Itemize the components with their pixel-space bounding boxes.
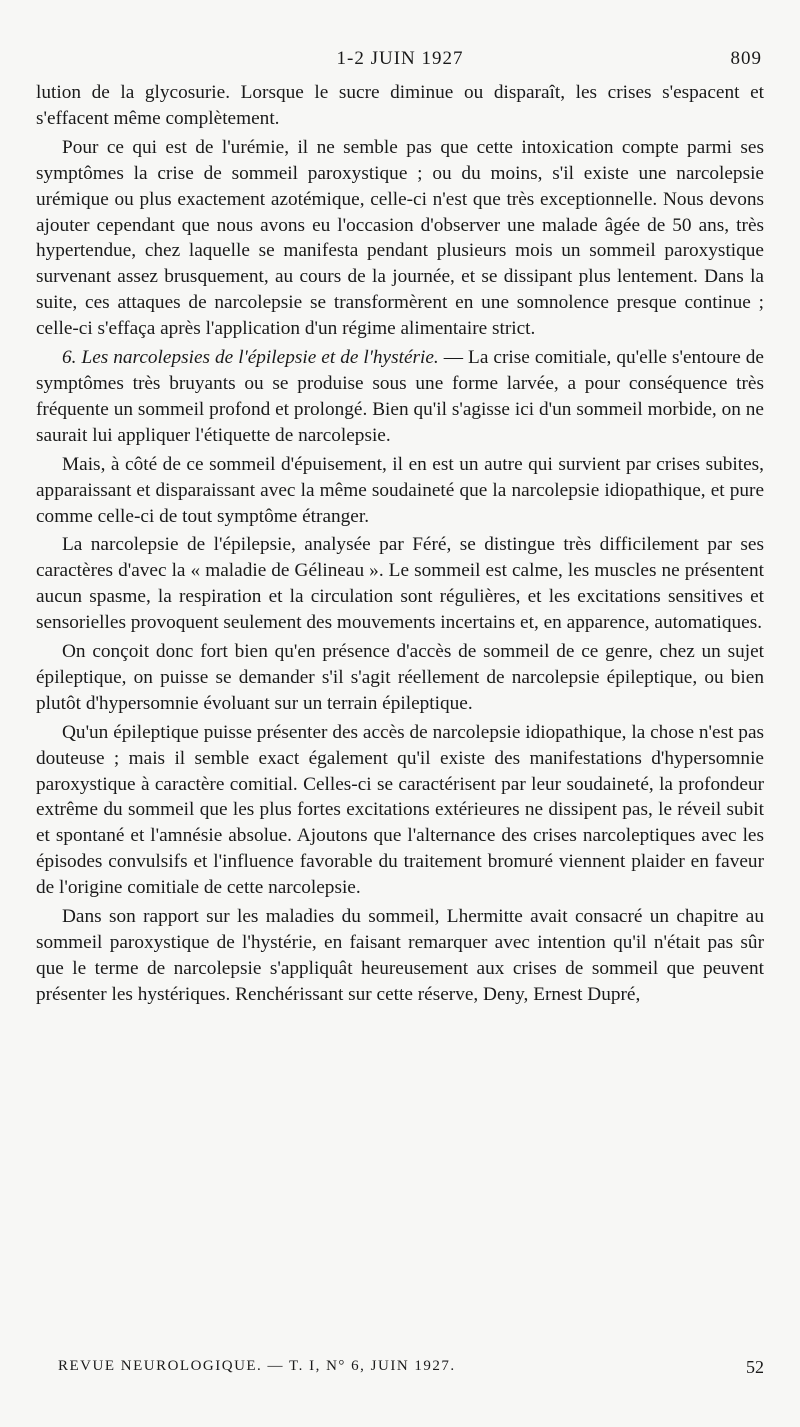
paragraph-3 [36, 345, 764, 449]
paragraph-4: Mais, à côté de ce sommeil d'épuisement, il en est un autre qui survient par crises subites, apparaissant et disparaissant avec la même soudaineté que la narcolepsie idiopathique, et pure comme celle-ci de tout symptôme étranger. [36, 453, 764, 527]
page-footer [58, 1358, 764, 1382]
header-date: 1-2 JUIN 1927 [336, 48, 464, 69]
section-heading: 6. Les narcolepsies de l'épilepsie et de l'hystérie. [62, 347, 439, 369]
running-header [36, 48, 764, 74]
signature-mark: 52 [746, 1357, 764, 1377]
page-number: 809 [730, 48, 762, 69]
journal-citation: REVUE NEUROLOGIQUE. — T. I, N° 6, JUIN 1927. [58, 1358, 456, 1374]
paragraph-3-text: — La crise comitiale, qu'elle s'entoure de symptômes très bruyants ou se produise sous une forme larvée, a pour conséquence très fréquente un sommeil profond et prolongé. Bien qu'il s'agisse ici d'un sommeil morbide, on ne saurait lui appliquer l'étiquette de narcolepsie. [36, 347, 764, 446]
paragraph-6: On conçoit donc fort bien qu'en présence d'accès de sommeil de ce genre, chez un sujet épileptique, on puisse se demander s'il s'agit réellement de narcolepsie épileptique, ou bien plutôt d'hypersomnie évoluant sur un terrain épileptique. [36, 641, 764, 714]
paragraph-1: lution de la glycosurie. Lorsque le sucre diminue ou disparaît, les crises s'espacent et s'effacent même complètement. [36, 82, 764, 129]
paragraph-2: Pour ce qui est de l'urémie, il ne semble pas que cette intoxication compte parmi ses symptômes la crise de sommeil paroxystique ; ou du moins, s'il existe une narcolepsie urémique ou plus exactement azotémique, celle-ci n'est que très exceptionnelle. Nous devons ajouter cependant que nous avons eu l'occasion d'observer une malade âgée de 50 ans, très hypertendue, chez laquelle se manifesta pendant plusieurs mois un sommeil paroxystique survenant assez brusquement, au cours de la journée, et se dissipant plus lentement. Dans la suite, ces attaques de narcolepsie se transformèrent en une somnolence presque continue ; celle-ci s'effaça après l'application d'un régime alimentaire strict. [36, 136, 764, 340]
body-text [36, 80, 764, 1008]
paragraph-7: Qu'un épileptique puisse présenter des accès de narcolepsie idiopathique, la chose n'est pas douteuse ; mais il semble exact également qu'il existe des manifestations d'hypersomnie paroxystique à caractère comitial. Celles-ci se caractérisent par leur soudaineté, la profondeur extrême du sommeil que les plus fortes excitations extérieures ne dissipent pas, le réveil subit et spontané et l'amnésie absolue. Ajoutons que l'alternance des crises narcoleptiques avec les épisodes convulsifs et l'influence favorable du traitement bromuré viennent plaider en faveur de l'origine comitiale de cette narcolepsie. [36, 721, 764, 899]
paragraph-5: La narcolepsie de l'épilepsie, analysée par Féré, se distingue très difficilement par ses caractères d'avec la « maladie de Gélineau ». Le sommeil est calme, les muscles ne présentent aucun spasme, la respiration et la circulation sont régulières, et les excitations sensitives et sensorielles provoquent seulement des mouvements incertains et, en apparence, automatiques. [36, 534, 764, 634]
paragraph-8: Dans son rapport sur les maladies du sommeil, Lhermitte avait consacré un chapitre au sommeil paroxystique de l'hystérie, en faisant remarquer avec intention qu'il n'était pas sûr que le terme de narcolepsie s'appliquât heureusement aux crises de sommeil que peuvent présenter les hystériques. Renchérissant sur cette réserve, Deny, Ernest Dupré, [36, 906, 764, 1005]
